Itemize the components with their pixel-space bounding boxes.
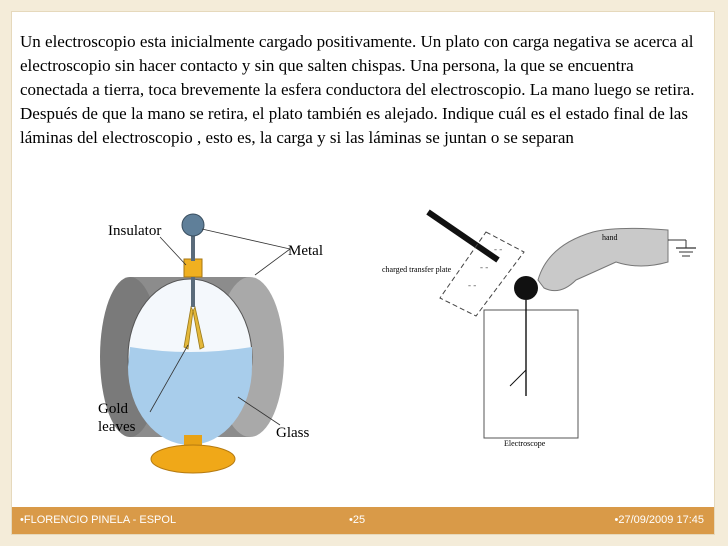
footer-bar bbox=[12, 507, 714, 534]
svg-text:- -: - - bbox=[494, 244, 503, 254]
stand-base bbox=[151, 445, 235, 473]
electroscope-ball bbox=[514, 276, 538, 300]
grounding-diagram bbox=[368, 200, 698, 460]
footer-page-number: •25 bbox=[349, 514, 366, 526]
rod-top bbox=[191, 235, 195, 261]
electroscope-box bbox=[484, 310, 578, 438]
svg-text:- -: - - bbox=[468, 280, 477, 290]
hand-label: hand bbox=[602, 233, 618, 242]
electroscope-label: Electroscope bbox=[504, 439, 546, 448]
electroscope-diagram bbox=[80, 207, 340, 477]
footer-author: •FLORENCIO PINELA - ESPOL bbox=[20, 514, 177, 526]
transfer-plate bbox=[440, 232, 524, 316]
plate-label: charged transfer plate bbox=[382, 265, 452, 274]
footer-date: •27/09/2009 17:45 bbox=[614, 514, 704, 526]
leaves-label: leaves bbox=[98, 419, 136, 435]
gold-label: Gold bbox=[98, 401, 128, 417]
rod-inner bbox=[191, 277, 195, 307]
question-text: Un electroscopio esta inicialmente cargado positivamente. Un plato con carga negativa se acerca al electroscopio sin hacer contacto y sin que salten chispas. Una persona, la que se encuentra conectada a tierra, toca brevemente la esfera conductora del electroscopio. La mano luego se retira. Después de que la mano se retira, el plato también es alejado. Indique cuál es el estado final de las láminas del electroscopio , esto es, la carga y si las láminas se juntan o se separan bbox=[20, 32, 695, 147]
metal-label: Metal bbox=[288, 243, 323, 259]
svg-text:- -: - - bbox=[480, 262, 489, 272]
metal-sphere bbox=[182, 214, 204, 236]
plate-handle bbox=[428, 212, 498, 260]
glass-label: Glass bbox=[276, 425, 310, 441]
insulator-label: Insulator bbox=[108, 223, 162, 239]
electroscope-leaf bbox=[510, 370, 526, 386]
insulator-block bbox=[184, 259, 202, 277]
